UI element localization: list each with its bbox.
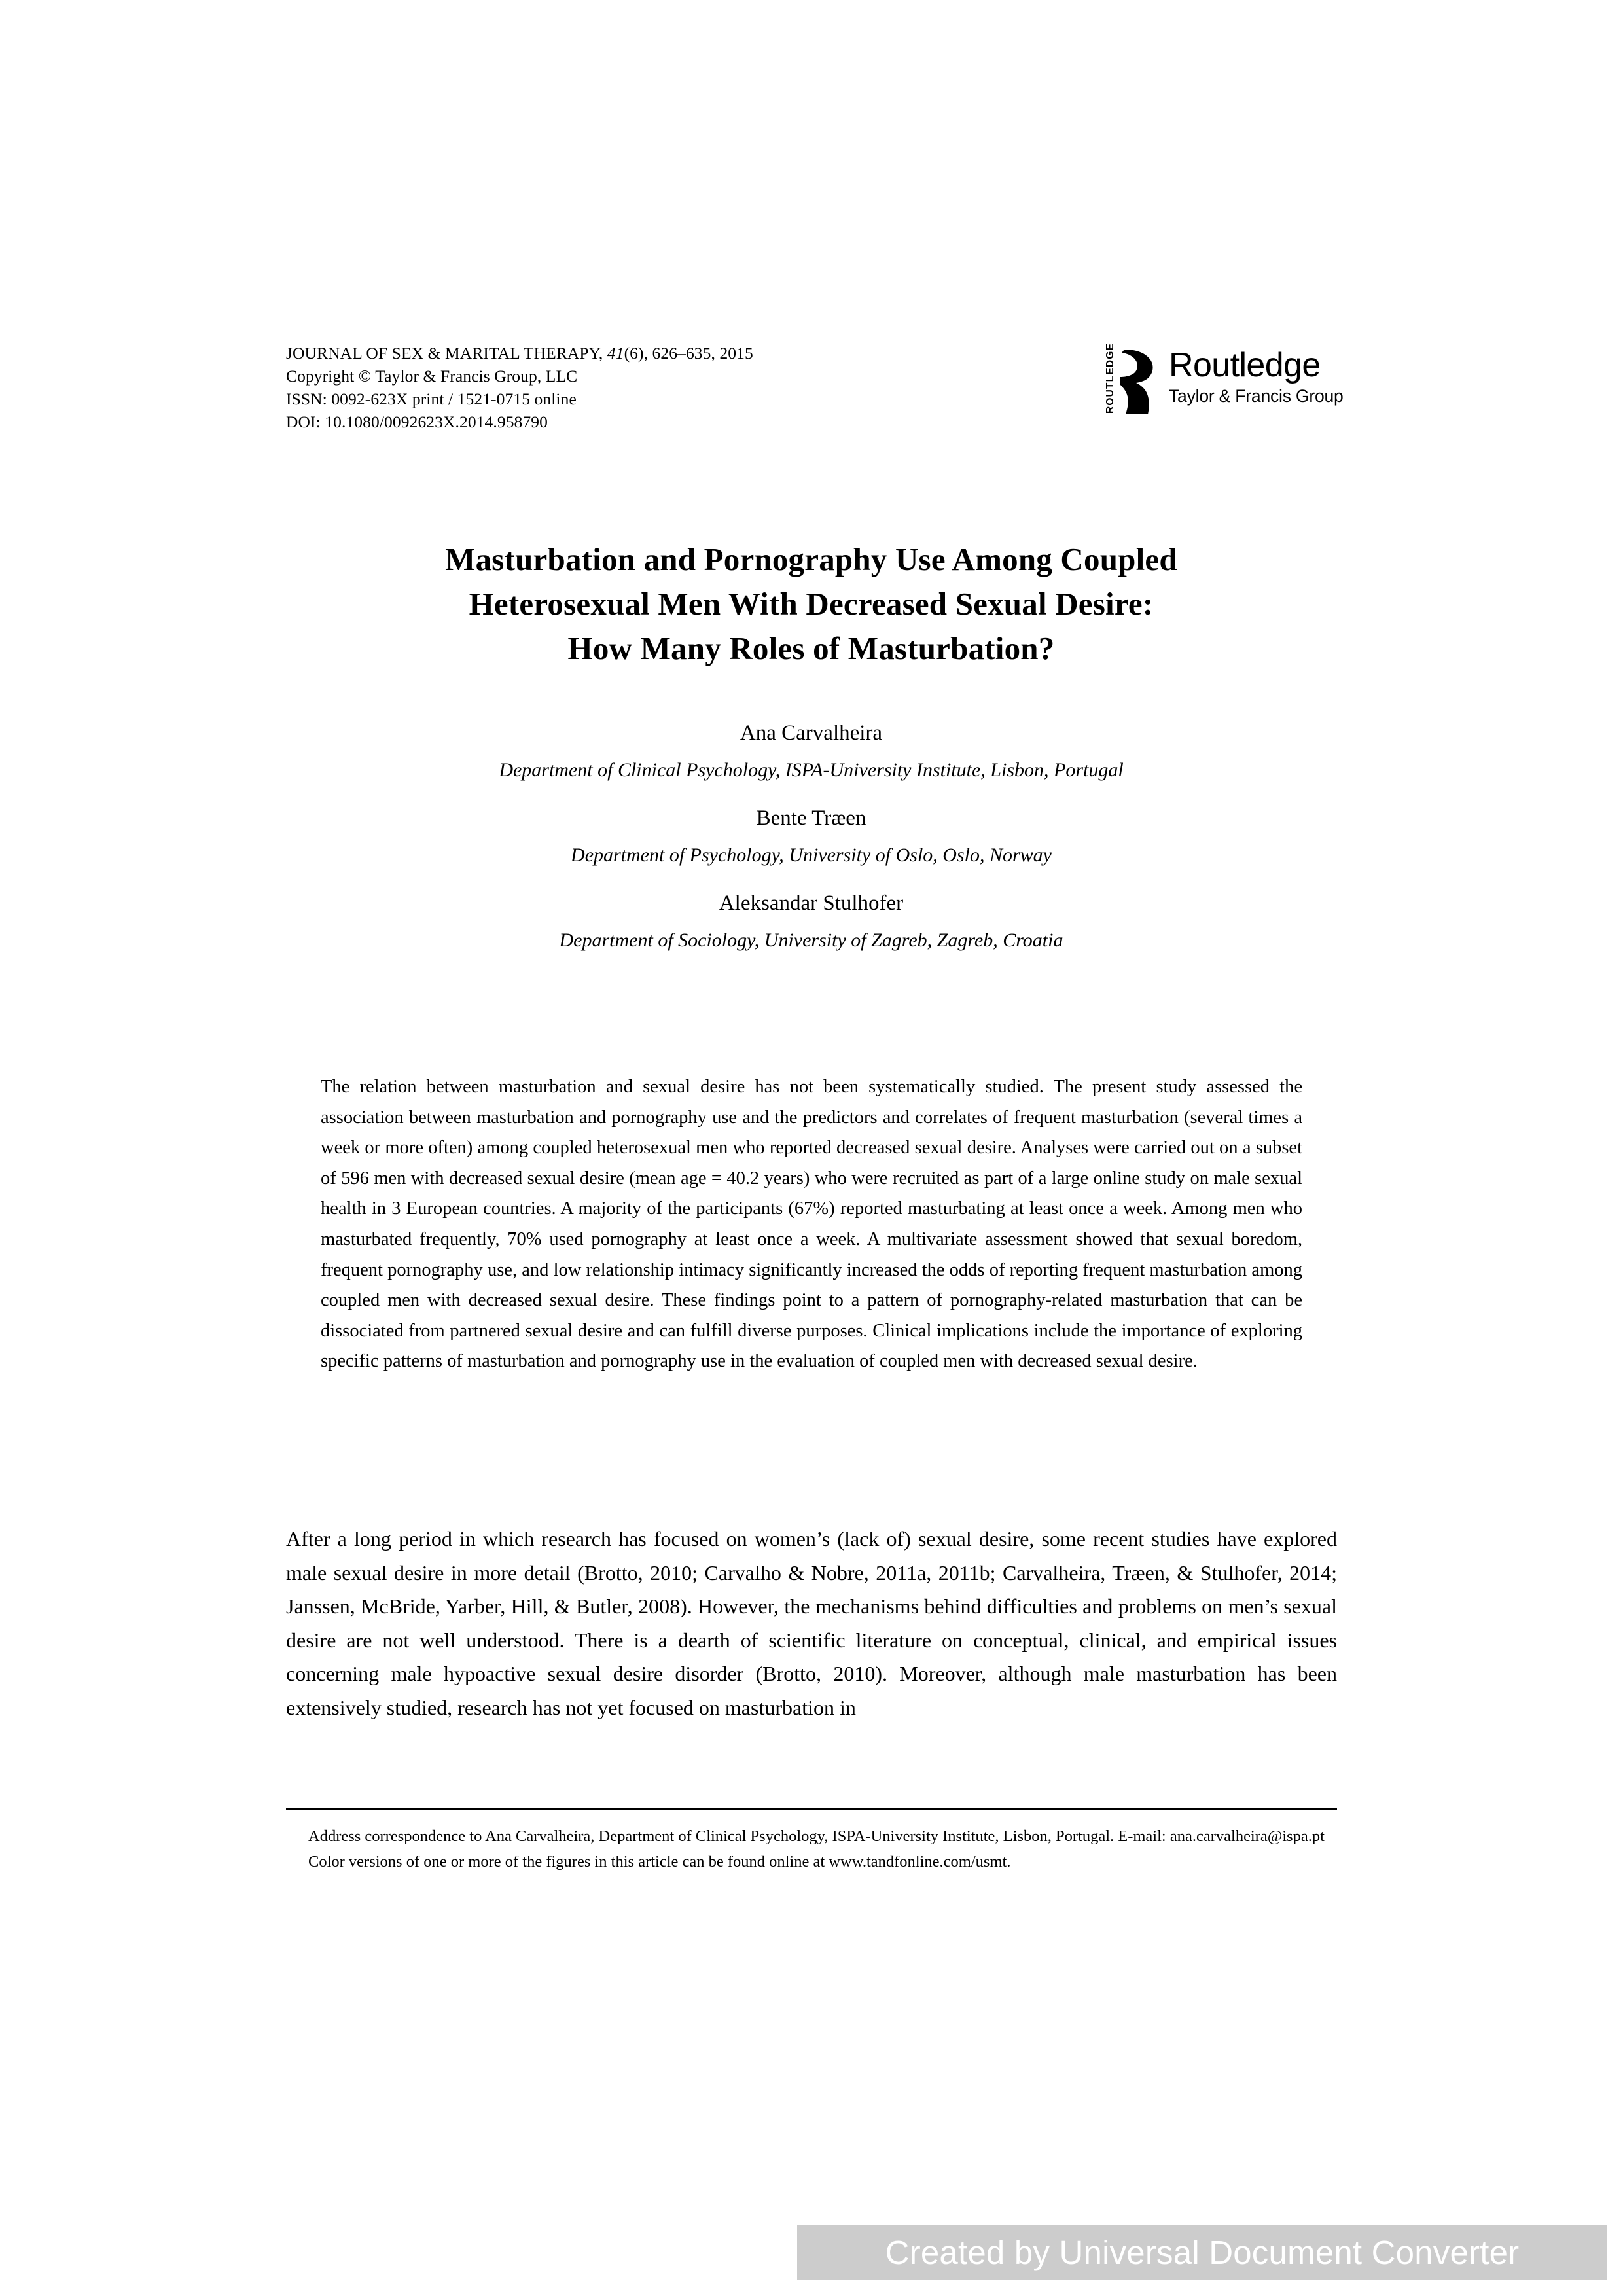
routledge-logo [1103,342,1359,418]
author-name: Ana Carvalheira [740,721,883,745]
watermark-text: Created by Universal Document Converter [885,2234,1520,2271]
footnote-correspondence: Address correspondence to Ana Carvalheira, Department of Clinical Psychology, ISPA-University Institute, Lisbon, Portugal. E-mail: ana.carvalheira@ispa.pt [308,1827,1325,1845]
author-affiliation: Department of Sociology, University of Zagreb, Zagreb, Croatia [559,929,1063,951]
author-entry [286,719,1336,784]
author-entry [286,804,1336,869]
article-title-line-2: Heterosexual Men With Decreased Sexual Desire: [469,586,1154,622]
author-block [286,719,1336,954]
watermark-banner [797,2225,1607,2280]
taylor-francis-group-label: Taylor & Francis Group [1169,386,1344,406]
routledge-vertical-label: ROUTLEDGE [1105,342,1116,414]
author-affiliation: Department of Psychology, University of Oslo, Oslo, Norway [571,844,1052,866]
routledge-name: Routledge [1169,346,1321,384]
journal-issue-pages: (6), 626–635, 2015 [624,344,753,363]
author-name: Aleksandar Stulhofer [719,891,904,915]
journal-volume: 41 [607,344,624,363]
routledge-profile-icon [1120,348,1161,415]
author-name: Bente Træen [756,806,866,830]
article-title-line-3: How Many Roles of Masturbation? [567,630,1055,667]
journal-name: JOURNAL OF SEX & MARITAL THERAPY, [286,344,607,363]
footnote-color-versions: Color versions of one or more of the figures in this article can be found online at www.tandfonline.com/usmt. [308,1853,1011,1871]
issn-line: ISSN: 0092-623X print / 1521-0715 online [286,389,577,408]
footnote-block [286,1823,1337,1874]
journal-masthead [286,342,1006,433]
article-title-line-1: Masturbation and Pornography Use Among Coupled [445,541,1177,578]
copyright-line: Copyright © Taylor & Francis Group, LLC [286,367,578,386]
routledge-wordmark [1169,346,1359,407]
author-affiliation: Department of Clinical Psychology, ISPA-University Institute, Lisbon, Portugal [499,759,1124,781]
article-title [286,537,1336,671]
author-entry [286,889,1336,954]
doi-line: DOI: 10.1080/0092623X.2014.958790 [286,412,548,431]
journal-citation-line [286,342,1006,365]
abstract-text: The relation between masturbation and sexual desire has not been systematically studied. The present study assessed the association between masturbation and pornography use and the predictors and correlates of frequent masturbation (several times a week or more often) among coupled heterosexual men who reported decreased sexual desire. Analyses were carried out on a subset of 596 men with decreased sexual desire (mean age = 40.2 years) who were recruited as part of a large online study on male sexual health in 3 European countries. A majority of the participants (67%) reported masturbating at least once a week. Among men who masturbated frequently, 70% used pornography at least once a week. A multivariate assessment showed that sexual boredom, frequent pornography use, and low relationship intimacy significantly increased the odds of reporting frequent masturbation among coupled men with decreased sexual desire. These findings point to a pattern of pornography-related masturbation that can be dissociated from partnered sexual desire and can fulfill diverse purposes. Clinical implications include the importance of exploring specific patterns of masturbation and pornography use in the evaluation of coupled men with decreased sexual desire. [321,1077,1302,1372]
body-paragraph-1: After a long period in which research has focused on women’s (lack of) sexual desire, some recent studies have explored male sexual desire in more detail (Brotto, 2010; Carvalho & Nobre, 2011a, 2011b; Carvalheira, Træen, & Stulhofer, 2014; Janssen, McBride, Yarber, Hill, & Butler, 2008). However, the mechanisms behind difficulties and problems on men’s sexual desire are not well understood. There is a dearth of scientific literature on conceptual, clinical, and empirical issues concerning male hypoactive sexual desire disorder (Brotto, 2010). Moreover, although male masturbation has been extensively studied, research has not yet focused on masturbation in [286,1527,1337,1719]
footnote-divider [286,1808,1337,1810]
